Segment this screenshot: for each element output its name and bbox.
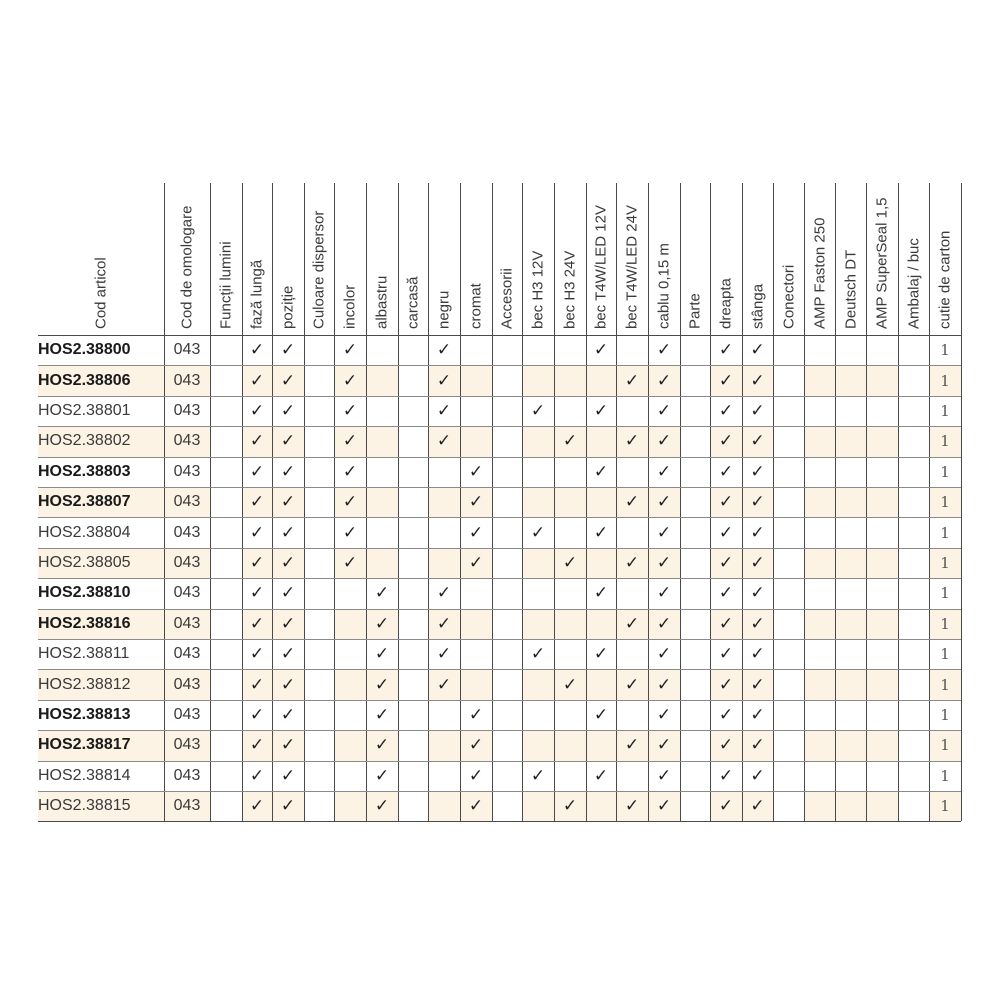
- table-row: [38, 396, 961, 426]
- check-icon: ✓: [342, 400, 358, 421]
- check-icon: ✓: [468, 461, 484, 482]
- check-icon: ✓: [374, 704, 390, 725]
- check-icon: ✓: [718, 431, 734, 452]
- check-icon: ✓: [562, 552, 578, 573]
- column-header-label: AMP Faston 250: [811, 217, 828, 329]
- check-icon: ✓: [468, 796, 484, 817]
- column-divider: [710, 183, 711, 821]
- check-icon: ✓: [750, 704, 765, 725]
- check-icon: ✓: [436, 583, 452, 604]
- check-icon: ✓: [656, 674, 672, 695]
- check-icon: ✓: [656, 461, 672, 482]
- check-icon: ✓: [718, 613, 734, 634]
- check-icon: ✓: [593, 400, 609, 421]
- column-divider: [242, 183, 243, 821]
- check-icon: ✓: [249, 492, 265, 513]
- homologation-code: 043: [173, 766, 201, 784]
- article-code: HOS2.38814: [38, 766, 131, 784]
- check-icon: ✓: [750, 370, 765, 391]
- check-icon: ✓: [280, 400, 296, 421]
- spec-table: [38, 183, 961, 823]
- check-icon: ✓: [280, 704, 296, 725]
- check-icon: ✓: [280, 492, 296, 513]
- row-divider: [38, 669, 961, 670]
- check-icon: ✓: [750, 552, 765, 573]
- check-icon: ✓: [718, 644, 734, 665]
- check-icon: ✓: [436, 613, 452, 634]
- check-icon: ✓: [624, 552, 640, 573]
- table-row: [38, 639, 961, 669]
- article-code: HOS2.38807: [38, 493, 131, 511]
- column-divider: [398, 183, 399, 821]
- column-header-label: cutie de carton: [936, 230, 954, 329]
- check-icon: ✓: [280, 552, 296, 573]
- article-code: HOS2.38805: [38, 553, 131, 571]
- article-code: HOS2.38812: [38, 675, 131, 693]
- check-icon: ✓: [468, 704, 484, 725]
- column-header-label: bec T4W/LED 24V: [623, 205, 641, 329]
- column-header-label: Funcții lumini: [217, 241, 235, 329]
- check-icon: ✓: [718, 461, 734, 482]
- check-icon: ✓: [530, 522, 546, 543]
- table-row: [38, 335, 961, 365]
- check-icon: ✓: [249, 431, 265, 452]
- column-header-label: Parte: [686, 293, 704, 329]
- table-row: [38, 761, 961, 791]
- check-icon: ✓: [249, 340, 265, 361]
- check-icon: ✓: [656, 522, 672, 543]
- column-header-incolor: [334, 183, 366, 335]
- check-icon: ✓: [750, 735, 765, 756]
- check-icon: ✓: [656, 583, 672, 604]
- check-icon: ✓: [280, 583, 296, 604]
- column-header-bec-h3-24v: [554, 183, 586, 335]
- homologation-code: 043: [173, 614, 201, 632]
- column-divider: [554, 183, 555, 821]
- check-icon: ✓: [593, 704, 609, 725]
- check-icon: ✓: [280, 613, 296, 634]
- check-icon: ✓: [468, 735, 484, 756]
- check-icon: ✓: [718, 492, 734, 513]
- column-header-conectori: [773, 183, 804, 335]
- carton-box-qty: 1: [940, 705, 950, 724]
- check-icon: ✓: [624, 613, 640, 634]
- column-divider: [804, 183, 805, 821]
- table-row: [38, 700, 961, 730]
- column-header-label: bec H3 12V: [529, 250, 547, 329]
- check-icon: ✓: [249, 735, 265, 756]
- check-icon: ✓: [718, 735, 734, 756]
- column-divider: [428, 183, 429, 821]
- table-row: [38, 365, 961, 395]
- check-icon: ✓: [436, 340, 452, 361]
- homologation-code: 043: [173, 584, 201, 602]
- homologation-code: 043: [173, 705, 201, 723]
- check-icon: ✓: [249, 461, 265, 482]
- row-divider: [38, 639, 961, 640]
- column-divider: [929, 183, 930, 821]
- table-row: [38, 791, 961, 821]
- carton-box-qty: 1: [940, 614, 950, 633]
- check-icon: ✓: [342, 552, 358, 573]
- table-row: [38, 578, 961, 608]
- check-icon: ✓: [656, 613, 672, 634]
- check-icon: ✓: [593, 765, 609, 786]
- row-divider: [38, 548, 961, 549]
- column-header-amp-faston: [804, 183, 835, 335]
- column-header-label: cablu 0,15 m: [655, 243, 673, 329]
- column-divider: [898, 183, 899, 821]
- check-icon: ✓: [562, 674, 578, 695]
- check-icon: ✓: [249, 522, 265, 543]
- check-icon: ✓: [750, 674, 765, 695]
- check-icon: ✓: [280, 674, 296, 695]
- check-icon: ✓: [436, 674, 452, 695]
- check-icon: ✓: [436, 400, 452, 421]
- check-icon: ✓: [374, 613, 390, 634]
- column-divider: [866, 183, 867, 821]
- check-icon: ✓: [249, 370, 265, 391]
- column-divider: [210, 183, 211, 821]
- check-icon: ✓: [468, 552, 484, 573]
- check-icon: ✓: [468, 522, 484, 543]
- homologation-code: 043: [173, 462, 201, 480]
- homologation-code: 043: [173, 432, 201, 450]
- check-icon: ✓: [280, 461, 296, 482]
- carton-box-qty: 1: [940, 523, 950, 542]
- column-divider: [460, 183, 461, 821]
- row-divider: [38, 335, 961, 336]
- column-header-label: carcasă: [404, 276, 422, 329]
- article-code: HOS2.38815: [38, 797, 131, 815]
- check-icon: ✓: [468, 765, 484, 786]
- column-header-ambalaj: [898, 183, 929, 335]
- table-row: [38, 548, 961, 578]
- check-icon: ✓: [249, 674, 265, 695]
- column-header-bec-t4w-24v: [616, 183, 648, 335]
- check-icon: ✓: [342, 522, 358, 543]
- column-header-label: cromat: [467, 283, 485, 329]
- row-divider: [38, 396, 961, 397]
- column-divider: [961, 183, 962, 821]
- column-header-label: Culoare dispersor: [310, 210, 328, 329]
- row-divider: [38, 426, 961, 427]
- row-divider: [38, 821, 961, 822]
- carton-box-qty: 1: [940, 341, 950, 360]
- check-icon: ✓: [249, 552, 265, 573]
- homologation-code: 043: [173, 523, 201, 541]
- row-divider: [38, 487, 961, 488]
- article-code: HOS2.38806: [38, 371, 131, 389]
- check-icon: ✓: [718, 765, 734, 786]
- check-icon: ✓: [249, 704, 265, 725]
- check-icon: ✓: [280, 796, 296, 817]
- article-code: HOS2.38813: [38, 705, 131, 723]
- article-code: HOS2.38804: [38, 523, 131, 541]
- check-icon: ✓: [750, 796, 765, 817]
- row-divider: [38, 761, 961, 762]
- column-header-label: poziție: [279, 285, 297, 329]
- check-icon: ✓: [562, 431, 578, 452]
- table-row: [38, 426, 961, 456]
- column-header-cod-omologare: [164, 183, 210, 335]
- check-icon: ✓: [718, 583, 734, 604]
- check-icon: ✓: [342, 492, 358, 513]
- check-icon: ✓: [656, 492, 672, 513]
- row-divider: [38, 578, 961, 579]
- check-icon: ✓: [249, 765, 265, 786]
- check-icon: ✓: [624, 431, 640, 452]
- column-divider: [648, 183, 649, 821]
- check-icon: ✓: [280, 765, 296, 786]
- column-header-negru: [428, 183, 460, 335]
- column-header-parte: [680, 183, 710, 335]
- article-code: HOS2.38800: [38, 341, 131, 359]
- column-divider: [272, 183, 273, 821]
- check-icon: ✓: [249, 583, 265, 604]
- check-icon: ✓: [750, 340, 765, 361]
- column-header-faza-lunga: [242, 183, 272, 335]
- check-icon: ✓: [593, 644, 609, 665]
- check-icon: ✓: [249, 644, 265, 665]
- column-header-stanga: [742, 183, 773, 335]
- check-icon: ✓: [750, 522, 765, 543]
- column-divider: [835, 183, 836, 821]
- table-row: [38, 730, 961, 760]
- homologation-code: 043: [173, 371, 201, 389]
- column-header-label: incolor: [341, 284, 359, 329]
- check-icon: ✓: [249, 613, 265, 634]
- column-header-label: Conectori: [780, 264, 797, 329]
- column-header-label: Ambalaj / buc: [905, 238, 922, 329]
- homologation-code: 043: [173, 645, 201, 663]
- column-header-label: dreapta: [717, 278, 735, 329]
- check-icon: ✓: [718, 704, 734, 725]
- column-header-cablu: [648, 183, 680, 335]
- column-divider: [492, 183, 493, 821]
- column-header-label: negru: [435, 290, 453, 329]
- column-header-deutsch: [835, 183, 866, 335]
- carton-box-qty: 1: [940, 645, 950, 664]
- check-icon: ✓: [624, 674, 640, 695]
- row-divider: [38, 791, 961, 792]
- check-icon: ✓: [718, 340, 734, 361]
- column-divider: [742, 183, 743, 821]
- carton-box-qty: 1: [940, 371, 950, 390]
- check-icon: ✓: [593, 340, 609, 361]
- homologation-code: 043: [173, 341, 201, 359]
- check-icon: ✓: [530, 644, 546, 665]
- check-icon: ✓: [750, 492, 765, 513]
- table-row: [38, 669, 961, 699]
- homologation-code: 043: [173, 493, 201, 511]
- carton-box-qty: 1: [940, 432, 950, 451]
- check-icon: ✓: [593, 583, 609, 604]
- check-icon: ✓: [656, 796, 672, 817]
- check-icon: ✓: [656, 735, 672, 756]
- homologation-code: 043: [173, 401, 201, 419]
- check-icon: ✓: [624, 796, 640, 817]
- homologation-code: 043: [173, 797, 201, 815]
- column-header-label: stânga: [749, 283, 766, 329]
- check-icon: ✓: [530, 765, 546, 786]
- check-icon: ✓: [342, 431, 358, 452]
- article-code: HOS2.38817: [38, 736, 131, 754]
- column-header-carcasa: [398, 183, 428, 335]
- column-header-label: bec H3 24V: [561, 250, 579, 329]
- table-row: [38, 487, 961, 517]
- column-header-cod-articol: [38, 183, 164, 335]
- row-divider: [38, 365, 961, 366]
- check-icon: ✓: [280, 340, 296, 361]
- check-icon: ✓: [342, 340, 358, 361]
- column-header-label: bec T4W/LED 12V: [592, 205, 610, 329]
- check-icon: ✓: [249, 400, 265, 421]
- article-code: HOS2.38801: [38, 401, 131, 419]
- check-icon: ✓: [593, 461, 609, 482]
- check-icon: ✓: [750, 644, 765, 665]
- check-icon: ✓: [718, 796, 734, 817]
- column-divider: [680, 183, 681, 821]
- row-divider: [38, 457, 961, 458]
- check-icon: ✓: [249, 796, 265, 817]
- check-icon: ✓: [624, 735, 640, 756]
- column-header-pozitie: [272, 183, 304, 335]
- column-header-bec-h3-12v: [522, 183, 554, 335]
- column-header-accesorii: [492, 183, 522, 335]
- check-icon: ✓: [342, 370, 358, 391]
- check-icon: ✓: [656, 340, 672, 361]
- check-icon: ✓: [624, 370, 640, 391]
- article-code: HOS2.38803: [38, 462, 131, 480]
- check-icon: ✓: [374, 644, 390, 665]
- check-icon: ✓: [718, 370, 734, 391]
- carton-box-qty: 1: [940, 736, 950, 755]
- carton-box-qty: 1: [940, 462, 950, 481]
- column-header-cromat: [460, 183, 492, 335]
- check-icon: ✓: [718, 522, 734, 543]
- carton-box-qty: 1: [940, 584, 950, 603]
- column-header-culoare-dispersor: [304, 183, 334, 335]
- check-icon: ✓: [656, 704, 672, 725]
- column-divider: [334, 183, 335, 821]
- homologation-code: 043: [173, 736, 201, 754]
- check-icon: ✓: [374, 735, 390, 756]
- column-divider: [366, 183, 367, 821]
- check-icon: ✓: [280, 522, 296, 543]
- column-header-label: Accesorii: [498, 268, 516, 329]
- check-icon: ✓: [342, 461, 358, 482]
- check-icon: ✓: [718, 674, 734, 695]
- check-icon: ✓: [656, 552, 672, 573]
- check-icon: ✓: [750, 431, 765, 452]
- check-icon: ✓: [750, 400, 765, 421]
- carton-box-qty: 1: [940, 493, 950, 512]
- check-icon: ✓: [468, 492, 484, 513]
- carton-box-qty: 1: [940, 675, 950, 694]
- check-icon: ✓: [280, 735, 296, 756]
- check-icon: ✓: [750, 461, 765, 482]
- article-code: HOS2.38816: [38, 614, 131, 632]
- check-icon: ✓: [436, 370, 452, 391]
- check-icon: ✓: [436, 644, 452, 665]
- column-header-albastru: [366, 183, 398, 335]
- check-icon: ✓: [624, 492, 640, 513]
- column-header-bec-t4w-12v: [586, 183, 616, 335]
- check-icon: ✓: [436, 431, 452, 452]
- check-icon: ✓: [750, 765, 765, 786]
- check-icon: ✓: [374, 674, 390, 695]
- check-icon: ✓: [656, 431, 672, 452]
- check-icon: ✓: [656, 765, 672, 786]
- check-icon: ✓: [280, 431, 296, 452]
- article-code: HOS2.38811: [38, 645, 130, 663]
- check-icon: ✓: [718, 552, 734, 573]
- table-row: [38, 609, 961, 639]
- column-header-label: Deutsch DT: [842, 249, 859, 329]
- carton-box-qty: 1: [940, 766, 950, 785]
- column-divider: [586, 183, 587, 821]
- column-header-label: fază lungă: [248, 259, 266, 329]
- column-header-amp-superseal: [866, 183, 898, 335]
- column-divider: [164, 183, 165, 821]
- check-icon: ✓: [593, 522, 609, 543]
- column-divider: [522, 183, 523, 821]
- column-divider: [304, 183, 305, 821]
- row-divider: [38, 700, 961, 701]
- homologation-code: 043: [173, 675, 201, 693]
- check-icon: ✓: [656, 644, 672, 665]
- carton-box-qty: 1: [940, 797, 950, 816]
- row-divider: [38, 609, 961, 610]
- column-header-label: AMP SuperSeal 1,5: [873, 197, 891, 329]
- check-icon: ✓: [750, 583, 765, 604]
- check-icon: ✓: [374, 583, 390, 604]
- check-icon: ✓: [656, 400, 672, 421]
- article-code: HOS2.38802: [38, 432, 131, 450]
- table-row: [38, 457, 961, 487]
- carton-box-qty: 1: [940, 553, 950, 572]
- check-icon: ✓: [656, 370, 672, 391]
- column-header-label: Cod de omologare: [178, 205, 196, 329]
- check-icon: ✓: [718, 400, 734, 421]
- check-icon: ✓: [750, 613, 765, 634]
- article-code: HOS2.38810: [38, 584, 131, 602]
- check-icon: ✓: [374, 796, 390, 817]
- column-header-dreapta: [710, 183, 742, 335]
- carton-box-qty: 1: [940, 401, 950, 420]
- check-icon: ✓: [562, 796, 578, 817]
- column-divider: [616, 183, 617, 821]
- column-header-label: albastru: [373, 275, 391, 329]
- check-icon: ✓: [280, 644, 296, 665]
- table-row: [38, 517, 961, 547]
- homologation-code: 043: [173, 553, 201, 571]
- column-divider: [773, 183, 774, 821]
- row-divider: [38, 517, 961, 518]
- column-header-cutie: [929, 183, 961, 335]
- check-icon: ✓: [280, 370, 296, 391]
- column-header-functii-lumini: [210, 183, 242, 335]
- column-header-label: Cod articol: [92, 257, 110, 329]
- check-icon: ✓: [374, 765, 390, 786]
- check-icon: ✓: [530, 400, 546, 421]
- row-divider: [38, 730, 961, 731]
